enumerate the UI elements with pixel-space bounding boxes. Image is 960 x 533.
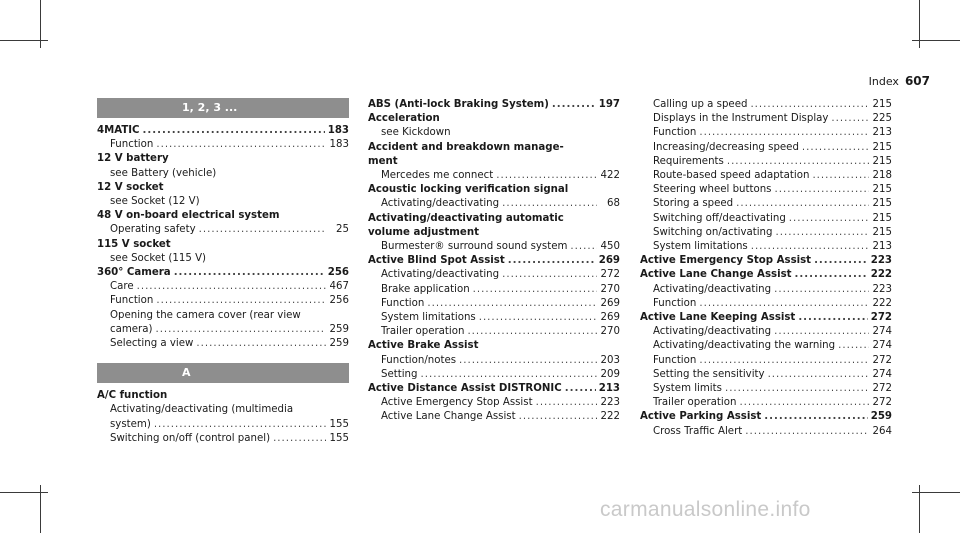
index-entry [640,268,892,282]
entry-page: 222 [870,269,892,281]
entry-page: 213 [598,383,620,395]
dot-leader [459,354,597,368]
index-subentry [640,141,892,155]
index-entry [640,311,892,325]
index-subentry [368,396,620,410]
index-column-3 [640,98,892,439]
crop-mark [0,492,48,493]
entry-page: 68 [607,198,620,210]
index-subentry [368,283,620,297]
entry-term: Active Lane Change Assist [640,269,792,281]
index-subentry [640,325,892,339]
index-subentry [368,311,620,325]
index-subentry [97,138,349,152]
index-subentry [640,425,892,439]
entry-term: Brake application [381,283,470,295]
index-subentry [640,354,892,368]
dot-leader [552,98,596,112]
index-entry [640,254,892,268]
entry-page: 259 [329,323,349,335]
entry-page: 272 [870,312,892,324]
entry-page: 183 [329,139,349,151]
dot-leader [699,126,869,140]
index-subentry [640,212,892,226]
entry-page: 269 [600,312,620,324]
index-subentry [368,169,620,183]
dot-leader [802,141,869,155]
index-subentry [368,197,620,211]
entry-page: 225 [872,113,892,125]
entry-page: 197 [598,99,620,110]
dot-leader [774,325,869,339]
entry-term: Activating/deactivating [381,198,500,210]
entry-term: Setting [381,368,418,380]
dot-leader [196,337,326,351]
dot-leader [536,396,597,410]
entry-term: Function [110,139,154,151]
entry-term: Burmester® surround sound system [381,241,568,253]
index-subentry [97,323,349,337]
index-subentry [97,418,349,432]
entry-page: 272 [872,354,892,366]
entry-term: Displays in the Instrument Display [653,113,829,125]
dot-leader [156,138,326,152]
entry-page: 25 [336,224,349,236]
index-subentry [640,382,892,396]
index-entry [368,254,620,268]
dot-leader [768,368,869,382]
dot-leader [155,323,326,337]
entry-page: 155 [329,418,349,430]
index-heading: A/C function [97,390,168,402]
entry-page: 223 [872,283,892,295]
index-reference: Activating/deactivating (multimedia [110,404,294,416]
index-subentry [368,354,620,368]
index-heading: ment [368,155,398,167]
entry-page: 183 [327,125,349,136]
entry-page: 256 [327,267,349,279]
entry-term: Cross Traffic Alert [653,425,743,437]
entry-page: 215 [872,99,892,110]
entry-term: Activating/deactivating the warning [653,340,836,352]
dot-leader [565,382,596,396]
dot-leader [496,169,597,183]
dot-leader [508,254,596,268]
entry-term: Active Emergency Stop Assist [640,255,812,267]
entry-page: 259 [870,411,892,423]
entry-term: Function [653,127,697,139]
index-column-1 [97,98,349,446]
entry-page: 215 [872,212,892,224]
entry-page: 270 [600,283,620,295]
entry-page: 222 [872,297,892,309]
entry-term: Function [381,297,425,309]
crop-mark [0,40,48,41]
entry-page: 264 [872,425,892,437]
dot-leader [789,212,869,226]
dot-leader [143,124,325,138]
entry-term: System limitations [381,312,476,324]
dot-leader [727,155,869,169]
dot-leader [427,297,597,311]
index-subentry [640,126,892,140]
dot-leader [812,169,869,183]
dot-leader [502,197,597,211]
entry-page: 223 [600,397,620,409]
index-subentry [640,283,892,297]
dot-leader [725,382,869,396]
dot-leader [814,254,868,268]
index-subentry [640,169,892,183]
index-subentry [640,183,892,197]
index-heading: volume adjustment [368,226,479,238]
dot-leader [838,339,869,353]
entry-term: Activating/deactivating [653,283,772,295]
crop-mark [912,492,960,493]
index-heading: Acceleration [368,113,440,125]
dot-leader [750,98,869,112]
entry-page: 203 [600,354,620,366]
index-subentry [97,223,349,237]
entry-term: Calling up a speed [653,99,748,110]
index-reference: Opening the camera cover (rear view [110,309,301,321]
dot-leader [479,311,597,325]
entry-term: system) [110,418,151,430]
entry-page: 450 [600,241,620,253]
entry-term: Trailer operation [381,326,465,338]
entry-term: Mercedes me connect [381,170,494,182]
entry-page: 213 [872,127,892,139]
dot-leader [831,112,869,126]
crop-mark [912,40,960,41]
dot-leader [736,197,869,211]
entry-term: Setting the sensitivity [653,368,765,380]
dot-leader [420,368,597,382]
entry-term: Function [653,354,697,366]
entry-term: 4MATIC [97,125,140,136]
entry-term: Active Blind Spot Assist [368,255,505,267]
entry-term: Selecting a view [110,338,194,350]
entry-term: Increasing/decreasing speed [653,141,799,153]
entry-term: Switching on/activating [653,226,773,238]
index-entry [97,266,349,280]
entry-term: Route-based speed adaptation [653,170,810,182]
entry-page: 272 [600,269,620,281]
entry-page: 223 [870,255,892,267]
index-subentry [368,297,620,311]
watermark: carmanualsonline.info [600,498,811,521]
entry-term: Steering wheel buttons [653,184,772,196]
index-subentry [640,297,892,311]
entry-page: 222 [600,411,620,423]
index-reference: see Kickdown [381,127,451,139]
dot-leader [745,425,869,439]
dot-leader [473,283,597,297]
entry-term: Function [110,295,154,307]
section-header: 1, 2, 3 ... [97,98,349,118]
index-subentry [640,155,892,169]
index-heading: 115 V socket [97,238,171,250]
entry-page: 259 [329,338,349,350]
index-entry [368,382,620,396]
entry-page: 272 [872,383,892,395]
index-heading: Accident and breakdown manage- [368,141,564,153]
dot-leader [764,410,867,424]
entry-page: 213 [872,241,892,253]
dot-leader [199,223,326,237]
entry-term: Active Emergency Stop Assist [381,397,533,409]
entry-term: System limits [653,383,722,395]
entry-page: 274 [872,340,892,352]
index-heading: Activating/deactivating automatic [368,212,564,224]
dot-leader [156,294,326,308]
entry-term: camera) [110,323,153,335]
index-heading: 12 V socket [97,181,164,193]
entry-page: 209 [600,368,620,380]
dot-leader [467,325,597,339]
dot-leader [699,354,869,368]
entry-page: 215 [872,184,892,196]
entry-term: Function [653,297,697,309]
entry-term: 360° Camera [97,267,171,279]
dot-leader [798,311,867,325]
page-number: 607 [904,74,930,88]
entry-term: Active Distance Assist DISTRONIC [368,383,562,395]
entry-term: Active Lane Keeping Assist [640,312,796,324]
entry-page: 272 [872,397,892,409]
entry-term: Switching on/off (control panel) [110,432,271,444]
index-subentry [368,240,620,254]
entry-term: ABS (Anti-lock Braking System) [368,99,549,110]
index-subentry [640,240,892,254]
dot-leader [795,268,868,282]
index-reference: see Battery (vehicle) [110,167,217,179]
index-subentry [97,294,349,308]
section-header: A [97,363,349,383]
index-subentry [97,337,349,351]
entry-page: 422 [600,170,620,182]
entry-page: 467 [329,281,349,293]
index-subentry [368,410,620,424]
entry-term: Function/notes [381,354,457,366]
index-heading: Acoustic locking verification signal [368,184,569,196]
entry-page: 215 [872,141,892,153]
index-reference: see Socket (12 V) [110,196,200,208]
dot-leader [739,396,869,410]
index-subentry [97,280,349,294]
dot-leader [502,268,597,282]
entry-term: Storing a speed [653,198,734,210]
dot-leader [174,266,325,280]
dot-leader [774,183,869,197]
index-heading: Active Brake Assist [368,340,479,352]
entry-term: Operating safety [110,224,196,236]
dot-leader [775,226,869,240]
index-column-2 [368,98,620,425]
index-heading: 12 V battery [97,153,169,165]
running-head [818,74,930,88]
index-heading: 48 V on-board electrical system [97,210,280,222]
entry-page: 155 [329,432,349,444]
entry-page: 270 [600,326,620,338]
index-subentry [368,325,620,339]
entry-term: Active Parking Assist [640,411,762,423]
dot-leader [570,240,597,254]
index-subentry [97,432,349,446]
dot-leader [137,280,326,294]
entry-term: System limitations [653,241,748,253]
running-head-label: Index [868,75,899,88]
dot-leader [519,410,597,424]
dot-leader [273,432,326,446]
index-subentry [368,268,620,282]
index-entry [97,124,349,138]
entry-term: Requirements [653,155,724,167]
entry-page: 215 [872,226,892,238]
dot-leader [751,240,869,254]
dot-leader [699,297,869,311]
index-subentry [640,339,892,353]
entry-page: 218 [872,170,892,182]
index-entry [640,410,892,424]
index-subentry [368,368,620,382]
index-subentry [640,396,892,410]
entry-page: 215 [872,155,892,167]
entry-page: 274 [872,368,892,380]
dot-leader [154,418,326,432]
entry-term: Activating/deactivating [381,269,500,281]
dot-leader [774,283,869,297]
entry-page: 269 [600,297,620,309]
index-subentry [640,368,892,382]
entry-page: 269 [598,255,620,267]
entry-page: 215 [872,198,892,210]
index-subentry [640,98,892,112]
index-reference: see Socket (115 V) [110,252,207,264]
entry-page: 274 [872,326,892,338]
entry-page: 256 [329,295,349,307]
entry-term: Active Lane Change Assist [381,411,516,423]
entry-term: Switching off/deactivating [653,212,786,224]
entry-term: Trailer operation [653,397,737,409]
entry-term: Activating/deactivating [653,326,772,338]
index-subentry [640,197,892,211]
index-subentry [640,112,892,126]
index-entry [368,98,620,112]
entry-term: Care [110,281,134,293]
index-subentry [640,226,892,240]
